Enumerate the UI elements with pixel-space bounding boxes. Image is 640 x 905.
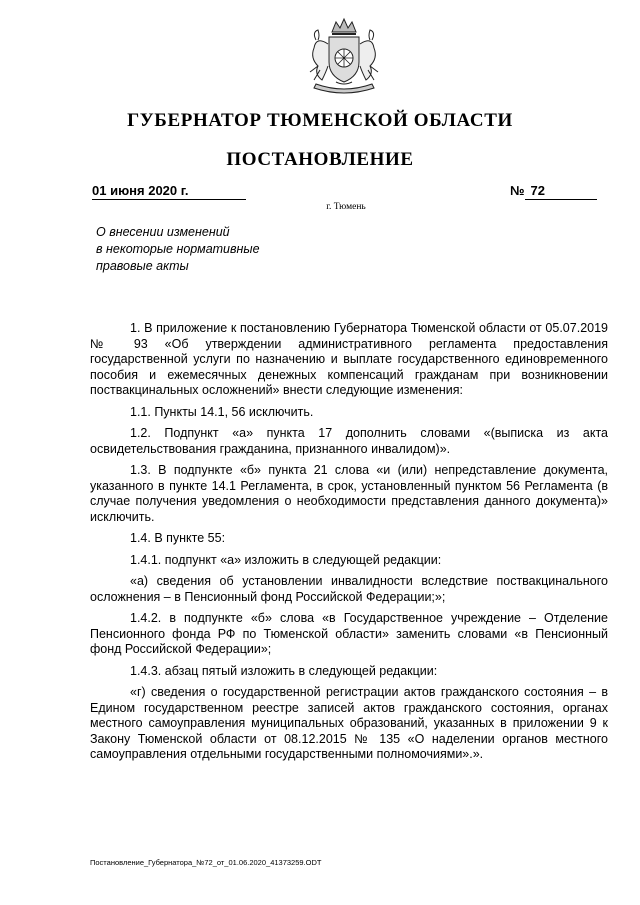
body-paragraph: 1.1. Пункты 14.1, 56 исключить. <box>130 404 314 419</box>
body-paragraph: 1. В приложение к постановлению Губернатора Тюменской области от 05.07.2019 № 93 «Об утверждении административного регламента предоставления государственной услуги по назначению и выплате государственного единовременного пособия и ежемесячных денежных компенсаций гражданам при возникновении поствакцинальных осложнений» внести следующие изменения: <box>90 321 608 397</box>
document-place: г. Тюмень <box>326 202 366 212</box>
governor-title: ГУБЕРНАТОР ТЮМЕНСКОЙ ОБЛАСТИ <box>127 110 513 131</box>
body-paragraph: 1.4.3. абзац пятый изложить в следующей редакции: <box>130 663 438 678</box>
document-body <box>90 321 608 769</box>
body-paragraph: 1.3. В подпункте «б» пункта 21 слова «и (или) непредставление документа, указанного в пункте 14.1 Регламента, в срок, установленный пунктом 56 Регламента (в случае получения уведомления о необходимости представления данного документа)» исключить. <box>90 463 608 524</box>
number-value: 72 <box>525 183 597 200</box>
footer-file-name: Постановление_Губернатора_№72_от_01.06.2020_41373259.ODT <box>90 858 322 867</box>
document-subject <box>96 224 336 275</box>
document-type-title: ПОСТАНОВЛЕНИЕ <box>226 149 414 170</box>
body-paragraph: 1.2. Подпункт «а» пункта 17 дополнить словами «(выписка из акта освидетельствования гражданина, признанного инвалидом)». <box>90 426 608 456</box>
document-number <box>510 183 604 200</box>
coat-of-arms-emblem <box>296 14 392 100</box>
subject-line: в некоторые нормативные <box>96 242 260 256</box>
subject-line: О внесении изменений <box>96 225 230 239</box>
body-paragraph: «г) сведения о государственной регистрации актов гражданского состояния – в Едином государственном реестре записей актов гражданского состояния, органах местного самоуправления муниципальных образований, указанных в приложении 9 к Закону Тюменской области от 08.12.2015 № 135 «О наделении органов местного самоуправления отдельными государственными полномочиями».». <box>90 685 608 761</box>
body-paragraph: «а) сведения об установлении инвалидности вследствие поствакцинального осложнения – в Пенсионный фонд Российской Федерации;»; <box>90 574 608 604</box>
body-paragraph: 1.4. В пункте 55: <box>130 531 226 545</box>
number-prefix: № <box>510 183 525 198</box>
document-date: 01 июня 2020 г. <box>92 183 246 200</box>
body-paragraph: 1.4.1. подпункт «а» изложить в следующей редакции: <box>130 552 442 567</box>
subject-line: правовые акты <box>96 259 189 273</box>
body-paragraph: 1.4.2. в подпункте «б» слова «в Государственное учреждение – Отделение Пенсионного фонда РФ по Тюменской области» заменить словами «в Пенсионный фонд Российской Федерации»; <box>90 611 608 656</box>
